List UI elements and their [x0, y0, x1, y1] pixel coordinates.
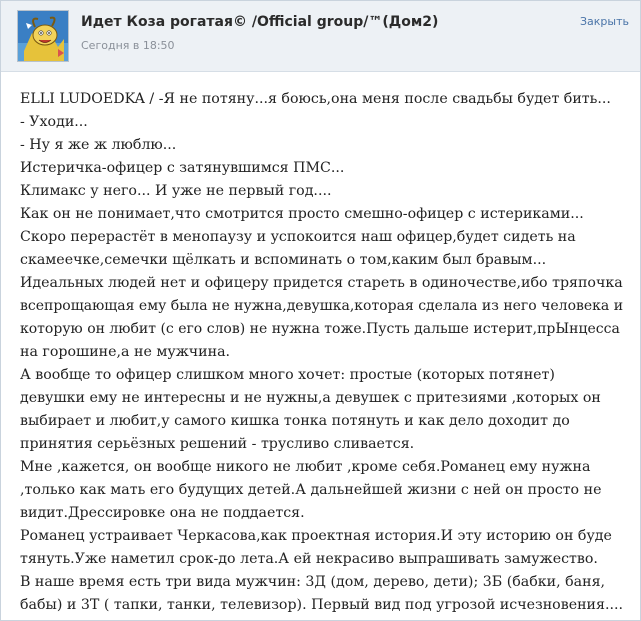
- post-text-line: Климакс у него... И уже не первый год....: [20, 183, 332, 199]
- post-timestamp: Сегодня в 18:50: [81, 39, 175, 52]
- post-text-line: ELLI LUDOEDKA / -Я не потяну...я боюсь,она меня после свадьбы будет бить...: [20, 91, 611, 107]
- post-text-line: - Уходи...: [20, 114, 88, 130]
- post-text-line: ,только как мать его будущих детей.А дальнейшей жизни с ней он просто не: [20, 482, 602, 498]
- post-text-line: которую он любит (с его слов) не нужна тоже.Пусть дальше истерит,прЫнцесса: [20, 321, 620, 337]
- post-text-line: бабы) и 3Т ( тапки, танки, телевизор). Первый вид под угрозой исчезновения....: [20, 597, 623, 613]
- post-text-line: Скоро перерастёт в менопаузу и успокоится наш офицер,будет сидеть на: [20, 229, 576, 245]
- close-link[interactable]: Закрыть: [580, 15, 629, 28]
- group-avatar[interactable]: [17, 10, 69, 62]
- post-text-line: на горошине,а не мужчина.: [20, 344, 231, 360]
- post-text-line: скамеечке,семечки щёлкать и вспоминать о том,каким был бравым...: [20, 252, 547, 268]
- post-text-line: Идеальных людей нет и офицеру придется стареть в одиночестве,ибо тряпочка: [20, 275, 623, 291]
- post-header: [1, 1, 640, 72]
- post-text: [20, 88, 625, 617]
- post-text-line: Истеричка-офицер с затянувшимся ПМС...: [20, 160, 345, 176]
- post-text-line: выбирает и любит,у самого кишка тонка потянуть и как дело доходит до: [20, 413, 570, 429]
- post-text-line: Романец устраивает Черкасова,как проектная история.И эту историю он буде: [20, 528, 612, 544]
- group-title[interactable]: Идет Коза рогатая© /Official group/™(Дом2): [81, 14, 439, 30]
- post-text-line: В наше время есть три вида мужчин: 3Д (дом, дерево, дети); 3Б (бабки, баня,: [20, 574, 606, 590]
- post-text-line: Мне ,кажется, он вообще никого не любит ,кроме себя.Романец ему нужна: [20, 459, 591, 475]
- post-text-line: принятия серьёзных решений - трусливо сливается.: [20, 436, 415, 452]
- post-text-line: девушки ему не интересны и не нужны,а девушек с притезиями ,которых он: [20, 390, 601, 406]
- post-text-line: Как он не понимает,что смотрится просто смешно-офицер с истериками...: [20, 206, 584, 222]
- post-text-line: тянуть.Уже наметил срок-до лета.А ей некрасиво выпрашивать замужество.: [20, 551, 598, 567]
- post-text-line: - Ну я же ж люблю...: [20, 137, 177, 153]
- post-text-line: видит.Дрессировке она не поддается.: [20, 505, 305, 521]
- goat-cartoon-icon: [18, 11, 68, 61]
- post-text-line: А вообще то офицер слишком много хочет: простые (которых потянет): [20, 367, 555, 383]
- post-text-line: всепрощающая ему была не нужна,девушка,которая сделала из него человека и: [20, 298, 624, 314]
